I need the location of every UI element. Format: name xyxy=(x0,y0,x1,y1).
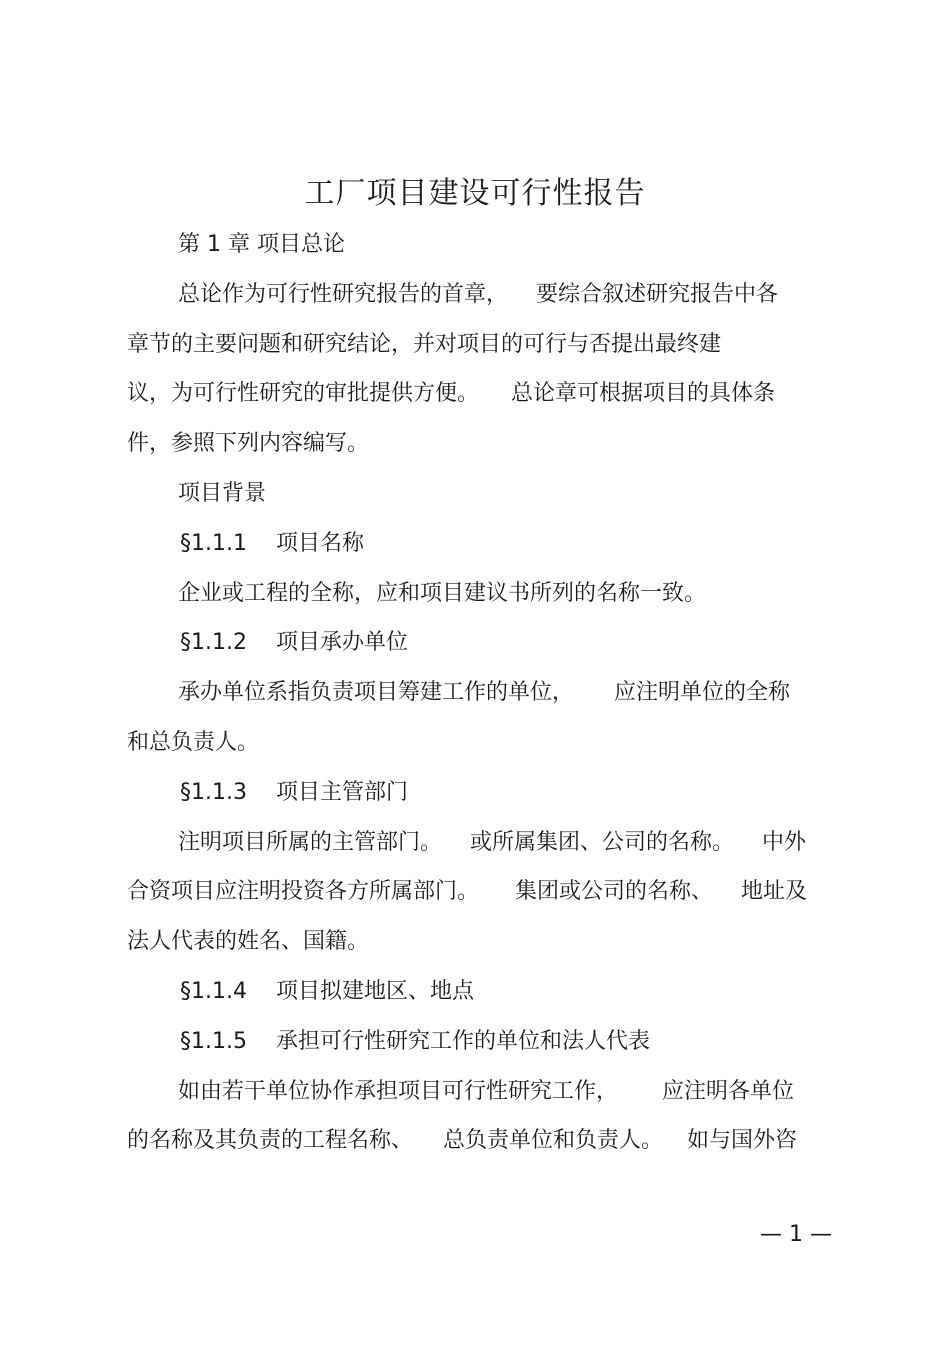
section-number: §1.1.2 xyxy=(180,630,247,655)
section-label: 项目主管部门 xyxy=(276,780,409,805)
text-run: 总论章可根据项目的具体条 xyxy=(511,381,776,406)
paragraph-line: 章节的主要问题和研究结论，并对项目的可行与否提出最终建 xyxy=(127,332,722,357)
section-heading: 项目背景 xyxy=(178,481,267,506)
section-label: 项目名称 xyxy=(276,531,365,556)
text-run: 中外 xyxy=(762,830,807,855)
section-number: §1.1.4 xyxy=(180,979,247,1004)
section-label: 承担可行性研究工作的单位和法人代表 xyxy=(276,1029,651,1054)
section-label: 项目承办单位 xyxy=(276,630,409,655)
paragraph-line xyxy=(178,678,790,708)
subsection-heading xyxy=(180,977,474,1007)
text-run: 承办单位系指负责项目筹建工作的单位， xyxy=(178,680,575,705)
paragraph-line xyxy=(178,828,806,858)
subsection-heading xyxy=(180,529,364,559)
text-run: 应注明单位的全称 xyxy=(614,680,791,705)
document-title: 工厂项目建设可行性报告 xyxy=(304,176,646,211)
paragraph-line: 件，参照下列内容编写。 xyxy=(127,431,370,456)
text-run: 如与国外咨 xyxy=(687,1128,798,1153)
section-number: §1.1.3 xyxy=(180,780,247,805)
paragraph-line xyxy=(178,1077,794,1107)
text-run: 集团或公司的名称、 xyxy=(515,879,714,904)
paragraph-line xyxy=(127,877,807,907)
paragraph-line xyxy=(127,1126,797,1156)
subsection-heading xyxy=(180,1027,650,1057)
text-run: 合资项目应注明投资各方所属部门。 xyxy=(127,879,480,904)
text-run: 注明项目所属的主管部门。 xyxy=(178,830,443,855)
subsection-heading xyxy=(180,628,408,658)
paragraph-line: 企业或工程的全称，应和项目建议书所列的名称一致。 xyxy=(178,581,707,606)
text-run: 议，为可行性研究的审批提供方便。 xyxy=(127,381,480,406)
text-run: 应注明各单位 xyxy=(662,1079,795,1104)
text-run: 如由若干单位协作承担项目可行性研究工作， xyxy=(178,1079,619,1104)
paragraph-line: 法人代表的姓名、国籍。 xyxy=(127,929,370,954)
paragraph-line: 和总负责人。 xyxy=(127,730,260,755)
text-run: 总负责单位和负责人。 xyxy=(443,1128,664,1153)
section-number: §1.1.1 xyxy=(180,531,247,556)
subsection-heading xyxy=(180,778,408,808)
text-run: 或所属集团、公司的名称。 xyxy=(470,830,735,855)
chapter-heading: 第 1 章 项目总论 xyxy=(178,232,345,257)
text-run: 的名称及其负责的工程名称、 xyxy=(127,1128,414,1153)
text-run: 总论作为可行性研究报告的首章， xyxy=(178,282,509,307)
text-run: 地址及 xyxy=(741,879,808,904)
text-run: 要综合叙述研究报告中各 xyxy=(536,282,779,307)
section-number: §1.1.5 xyxy=(180,1029,247,1054)
paragraph-line xyxy=(127,379,775,409)
page-number: — 1 — xyxy=(760,1222,832,1247)
section-label: 项目拟建地区、地点 xyxy=(276,979,475,1004)
paragraph-line xyxy=(178,280,778,310)
